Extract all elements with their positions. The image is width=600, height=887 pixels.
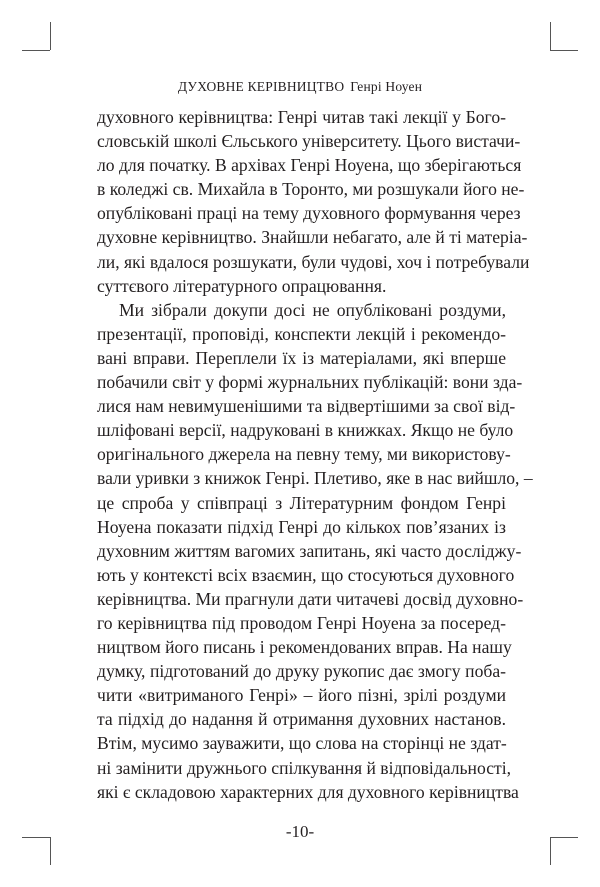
running-header <box>0 79 600 95</box>
text-line: лися нам невимушенішими та відвертішими за свої від- <box>97 396 516 417</box>
text-line: думку, підготований до друку рукопис дає змогу поба- <box>97 661 506 682</box>
text-line: які є складовою характерних для духовного керівництва <box>97 781 519 802</box>
text-line: Ми зібрали докупи досі не опубліковані роздуми, <box>119 299 506 320</box>
crop-mark <box>550 22 551 50</box>
body-text <box>97 105 533 804</box>
text-line: побачили світ у формі журнальних публікацій: вони зда- <box>97 372 523 393</box>
text-line: презентації, проповіді, конспекти лекцій і рекомендо- <box>97 323 506 344</box>
text-line: Ноуена показати підхід Генрі до кількох пов’язаних із <box>97 516 506 537</box>
text-line: Втім, мусимо зауважити, що слова на сторінці не здат- <box>97 733 507 754</box>
text-line: чити «витриманого Генрі» – його пізні, зрілі роздуми <box>97 685 506 706</box>
text-line: словській школі Єльського університету. Цього вистачи- <box>97 131 521 152</box>
book-title: ДУХОВНЕ КЕРІВНИЦТВО <box>177 79 345 94</box>
crop-mark <box>22 50 50 51</box>
text-line: та підхід до надання й отримання духовних настанов. <box>97 709 506 730</box>
text-line: духовним життям вагомих запитань, які часто досліджу- <box>97 540 522 561</box>
text-line: оригінального джерела на певну тему, ми використову- <box>97 444 511 465</box>
text-line: шліфовані версії, надруковані в книжках. Якщо не було <box>97 420 514 441</box>
text-line: це спроба у співпраці з Літературним фондом Генрі <box>97 492 506 513</box>
text-line: в коледжі св. Михайла в Торонто, ми розшукали його не- <box>97 179 525 200</box>
text-line: ло для початку. В архівах Генрі Ноуена, що зберігаються <box>97 155 522 176</box>
text-line: вали уривки з книжок Генрі. Плетиво, яке в нас вийшло, – <box>97 468 533 489</box>
paragraph <box>97 105 530 298</box>
text-line: духовного керівництва: Генрі читав такі лекції у Бого- <box>97 107 506 127</box>
page-number: -10- <box>285 822 315 841</box>
text-line: вані вправи. Переплели їх із матеріалами, які вперше <box>97 347 506 368</box>
text-line: ють у контексті всіх взаємин, що стосуються духовного <box>97 564 515 585</box>
text-line: духовне керівництво. Знайшли небагато, але й ті матеріа- <box>97 227 528 248</box>
paragraph <box>97 298 533 804</box>
text-line: ли, які вдалося розшукати, були чудові, хоч і потребували <box>97 251 530 272</box>
text-line: опубліковані праці на тему духовного формування через <box>97 203 521 224</box>
text-line: ництвом його писань і рекомендованих вправ. На нашу <box>97 637 512 658</box>
text-line: суттєвого літературного опрацювання. <box>97 275 387 296</box>
book-author: Генрі Ноуен <box>350 79 423 94</box>
text-line: ні замінити дружнього спілкування й відповідальності, <box>97 757 511 778</box>
crop-mark <box>50 22 51 50</box>
text-line: го керівництва під проводом Генрі Ноуена за посеред- <box>97 612 506 633</box>
crop-mark <box>550 50 578 51</box>
text-line: керівництва. Ми прагнули дати читачеві досвід духовно- <box>97 588 524 609</box>
